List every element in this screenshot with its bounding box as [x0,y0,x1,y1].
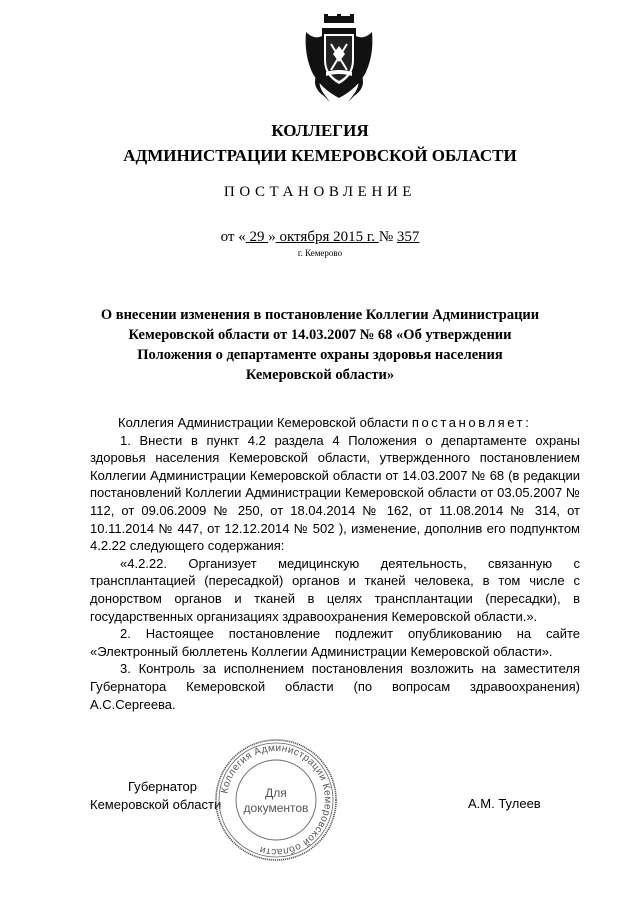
preamble-paragraph [90,414,580,432]
stamp-center-line1: Для [265,786,287,800]
signatory-name: А.М. Тулеев [468,796,541,811]
official-stamp [214,738,338,862]
document-number: 357 [396,229,420,245]
subject-line: Положения о департаменте охраны здоровья населения [137,347,503,363]
signatory-title [90,778,221,814]
paragraph-2: 2. Настоящее постановление подлежит опубликованию на сайте «Электронный бюллетень Коллегии Администрации Кемеровской области». [90,626,580,659]
city-name: г. Кемерово [297,248,343,258]
org-name-line2: АДМИНИСТРАЦИИ КЕМЕРОВСКОЙ ОБЛАСТИ [123,146,517,165]
date-close-quote: » [268,229,276,245]
stamp-ring-text: Коллегия Администрации Кемеровской области [219,742,334,858]
subject-line: Кемеровской области от 14.03.2007 № 68 «Об утверждении [128,327,512,343]
preamble-verb: постановляет: [411,415,532,430]
paragraph-1: 1. Внести в пункт 4.2 раздела 4 Положения о департаменте охраны здоровья населения Кемеровской области, утвержденного постановлением Коллегии Администрации Кемеровской области от 14.03.2007 № 68 (в редакции постановлений Коллегии Администрации Кемеровской области от 03.05.2007 № 112, от 09.06.2009 № 250, от 18.04.2014 № 162, от 11.08.2014 № 314, от 10.11.2014 № 447, от 12.12.2014 № 502 ), изменение, дополнив его подпунктом 4.2.22 следующего содержания: [90,432,580,554]
date-month-year: октября 2015 г. [275,229,379,245]
document-date-line [0,229,640,246]
number-label: № [378,229,397,245]
stamp-center-line2: документов [243,801,309,815]
document-body [90,414,580,713]
subject-line: Кемеровской области» [245,367,395,383]
signatory-title-line2: Кемеровской области [90,797,222,812]
signatory-title-line1: Губернатор [128,779,197,794]
subject-line: О внесении изменения в постановление Коллегии Администрации [100,307,540,323]
paragraph-1-quote: «4.2.22. Организует медицинскую деятельность, связанную с трансплантацией (пересадкой) органов и тканей человека, в том числе с донорством органов и тканей в целях трансплантации (пересадки), в государственных организациях здравоохранения Кемеровской области.». [90,555,580,624]
date-day: 29 [245,229,269,245]
org-name-line1: КОЛЛЕГИЯ [271,121,369,140]
preamble-text: Коллегия Администрации Кемеровской области [118,415,412,430]
document-subject [90,305,550,385]
paragraph-3: 3. Контроль за исполнением постановления возложить на заместителя Губернатора Кемеровской области (по вопросам здравоохранения) А.С.Сергеева. [90,661,580,712]
date-prefix: от « [220,229,246,245]
coat-of-arms-emblem [302,14,376,106]
document-type: ПОСТАНОВЛЕНИЕ [223,184,417,200]
